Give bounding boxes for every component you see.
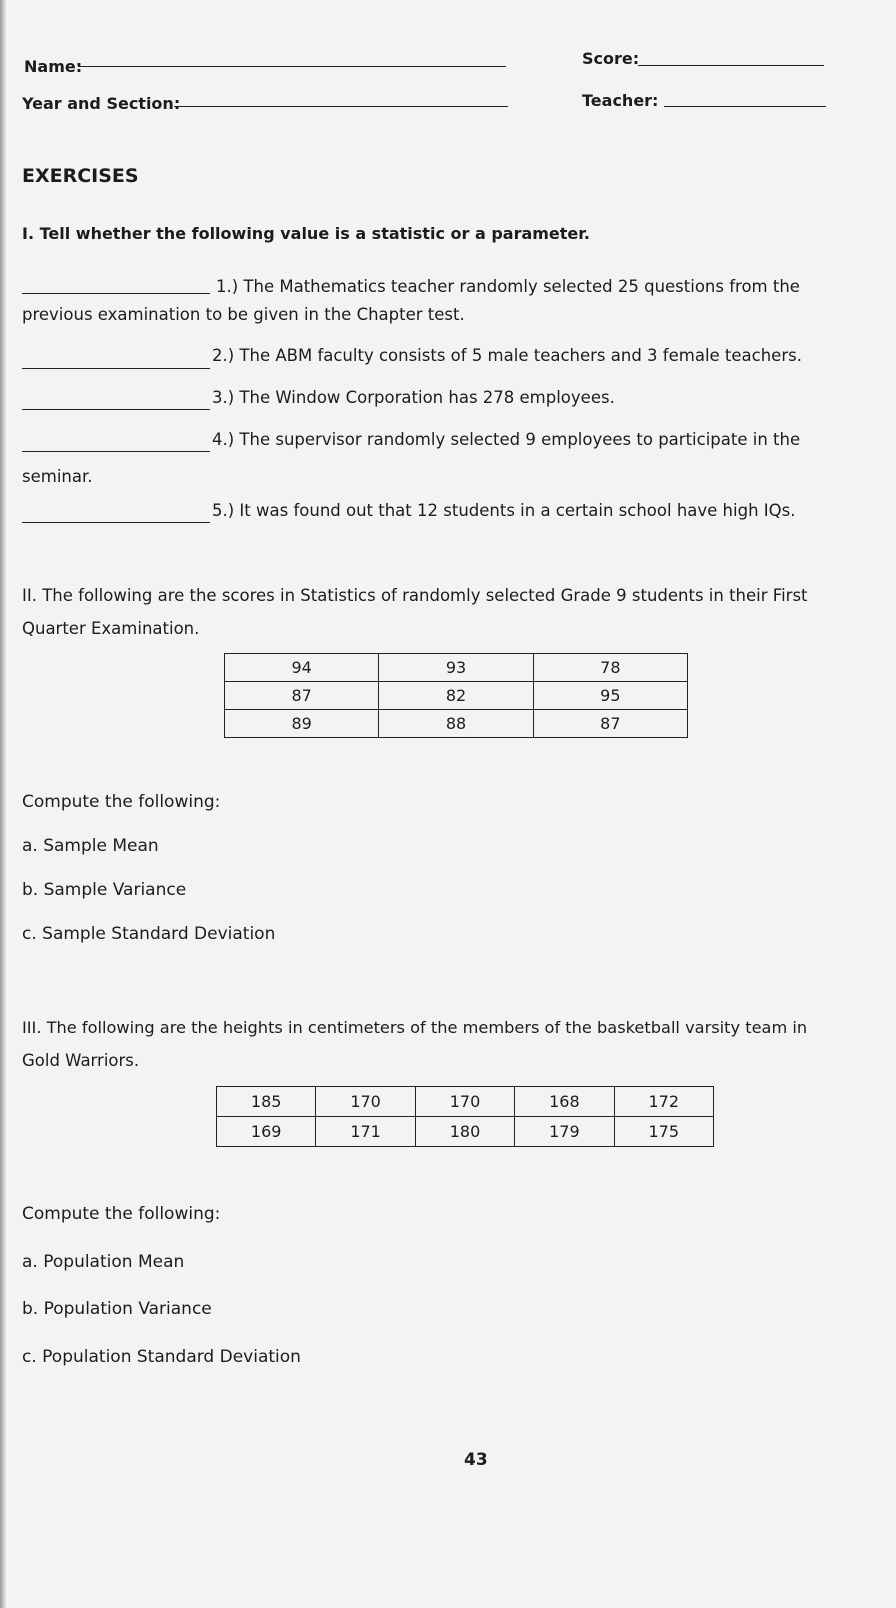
- scores-cell: 89: [225, 710, 379, 738]
- year-section-label: Year and Section:: [22, 94, 181, 113]
- score-field[interactable]: [638, 65, 824, 66]
- scores-row-3: [225, 710, 688, 738]
- heights-row-2: [217, 1117, 714, 1147]
- teacher-label: Teacher:: [582, 91, 659, 110]
- scan-edge: [0, 0, 6, 1608]
- item-3: 3.) The Window Corporation has 278 employees.: [212, 388, 615, 407]
- heights-cell: 172: [614, 1087, 713, 1117]
- name-field[interactable]: [78, 66, 506, 67]
- heights-cell: 169: [217, 1117, 316, 1147]
- item-1-line1: 1.) The Mathematics teacher randomly selected 25 questions from the: [216, 277, 800, 296]
- part2-task-c: c. Sample Standard Deviation: [22, 924, 276, 944]
- heights-row-1: [217, 1087, 714, 1117]
- teacher-field[interactable]: [664, 106, 826, 107]
- heights-cell: 180: [415, 1117, 514, 1147]
- item-4-line2: seminar.: [22, 467, 93, 486]
- scores-cell: 95: [533, 682, 687, 710]
- part3-compute-label: Compute the following:: [22, 1204, 221, 1224]
- heights-cell: 170: [316, 1087, 415, 1117]
- heights-cell: 175: [614, 1117, 713, 1147]
- answer-blank-3[interactable]: [22, 409, 210, 410]
- heights-cell: 168: [515, 1087, 614, 1117]
- part3-task-a: a. Population Mean: [22, 1252, 185, 1272]
- part2-compute-label: Compute the following:: [22, 792, 221, 812]
- scores-cell: 94: [225, 654, 379, 682]
- part3-task-b: b. Population Variance: [22, 1299, 212, 1319]
- scores-cell: 87: [225, 682, 379, 710]
- part2-instruction-line1: II. The following are the scores in Statistics of randomly selected Grade 9 students in their First: [22, 586, 808, 605]
- part3-instruction-line1: III. The following are the heights in centimeters of the members of the basketball varsity team in: [22, 1018, 808, 1037]
- scores-cell: 78: [533, 654, 687, 682]
- item-5: 5.) It was found out that 12 students in a certain school have high IQs.: [212, 501, 796, 520]
- heights-cell: 185: [217, 1087, 316, 1117]
- item-4-line1: 4.) The supervisor randomly selected 9 employees to participate in the: [212, 430, 801, 449]
- scores-row-2: [225, 682, 688, 710]
- answer-blank-4[interactable]: [22, 451, 210, 452]
- scores-cell: 88: [379, 710, 533, 738]
- score-label: Score:: [582, 49, 640, 68]
- scores-table: [224, 653, 688, 738]
- heights-cell: 171: [316, 1117, 415, 1147]
- heights-cell: 179: [515, 1117, 614, 1147]
- part2-task-b: b. Sample Variance: [22, 880, 187, 900]
- scores-cell: 87: [533, 710, 687, 738]
- page-number: 43: [464, 1450, 488, 1470]
- part2-task-a: a. Sample Mean: [22, 836, 159, 856]
- scores-cell: 93: [379, 654, 533, 682]
- answer-blank-5[interactable]: [22, 522, 210, 523]
- item-1-line2: previous examination to be given in the Chapter test.: [22, 305, 465, 324]
- scores-row-1: [225, 654, 688, 682]
- exercises-title: EXERCISES: [22, 165, 139, 187]
- item-2: 2.) The ABM faculty consists of 5 male teachers and 3 female teachers.: [212, 346, 802, 365]
- heights-table: [216, 1086, 714, 1147]
- heights-cell: 170: [415, 1087, 514, 1117]
- year-section-field[interactable]: [174, 106, 508, 107]
- name-label: Name:: [24, 57, 83, 76]
- part3-instruction-line2: Gold Warriors.: [22, 1051, 140, 1070]
- part3-task-c: c. Population Standard Deviation: [22, 1347, 301, 1367]
- answer-blank-2[interactable]: [22, 368, 210, 369]
- part1-instruction: I. Tell whether the following value is a statistic or a parameter.: [22, 224, 590, 243]
- answer-blank-1[interactable]: [22, 293, 210, 294]
- part2-instruction-line2: Quarter Examination.: [22, 619, 200, 638]
- scores-cell: 82: [379, 682, 533, 710]
